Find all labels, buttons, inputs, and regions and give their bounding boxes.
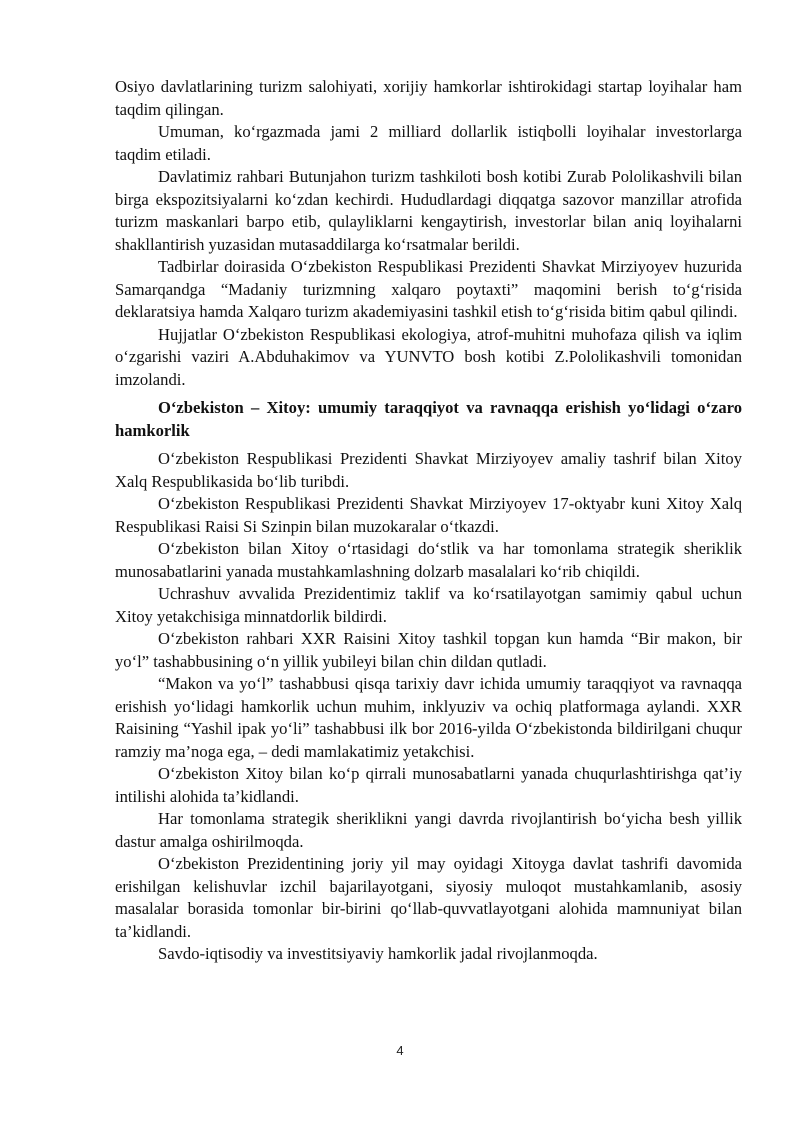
paragraph-8: O‘zbekiston bilan Xitoy o‘rtasidagi do‘stlik va har tomonlama strategik sheriklik munosabatlarini yanada mustahkamlashning dolzarb masalalari ko‘rib chiqildi. [115, 539, 742, 581]
paragraph-2: Umuman, ko‘rgazmada jami 2 milliard dollarlik istiqbolli loyihalar investorlarga taqdim etiladi. [115, 122, 742, 164]
paragraph-11: “Makon va yo‘l” tashabbusi qisqa tarixiy davr ichida umumiy taraqqiyot va ravnaqqa erishish yo‘lidagi hamkorlik uchun muhim, inklyuziv va ochiq platformaga aylandi. XXR Raisining “Yashil ipak yo‘li” tashabbusi ilk bor 2016-yilda O‘zbekistonda bildirilgani chuqur ramziy ma’noga ega, – dedi mamlakatimiz yetakchisi. [115, 674, 742, 761]
paragraph-6: O‘zbekiston Respublikasi Prezidenti Shavkat Mirziyoyev amaliy tashrif bilan Xitoy Xalq Respublikasida bo‘lib turibdi. [115, 449, 742, 491]
paragraph-12: O‘zbekiston Xitoy bilan ko‘p qirrali munosabatlarni yanada chuqurlashtirishga qat’iy intilishi alohida ta’kidlandi. [115, 764, 742, 806]
document-page [115, 76, 742, 966]
paragraph-4: Tadbirlar doirasida O‘zbekiston Respublikasi Prezidenti Shavkat Mirziyoyev huzurida Samarqandga “Madaniy turizmning xalqaro poytaxti” maqomini berish to‘g‘risida deklaratsiya hamda Xalqaro turizm akademiyasini tashkil etish to‘g‘risida bitim qabul qilindi. [115, 257, 742, 321]
paragraph-5: Hujjatlar O‘zbekiston Respublikasi ekologiya, atrof-muhitni muhofaza qilish va iqlim o‘zgarishi vaziri A.Abduhakimov va YUNVTO bosh kotibi Z.Pololikashvili tomonidan imzolandi. [115, 324, 742, 389]
paragraph-14: O‘zbekiston Prezidentining joriy yil may oyidagi Xitoyga davlat tashrifi davomida erishilgan kelishuvlar izchil bajarilayotgani, siyosiy muloqot mustahkamlanib, asosiy masalalar borasida tomonlar bir-birini qo‘llab-quvvatlayotgani alohida mamnuniyat bilan ta’kidlandi. [115, 854, 742, 941]
paragraph-1: Osiyo davlatlarining turizm salohiyati, xorijiy hamkorlar ishtirokidagi startap loyihalar ham taqdim qilingan. [115, 77, 742, 119]
page-number: 4 [396, 1043, 404, 1058]
paragraph-10: O‘zbekiston rahbari XXR Raisini Xitoy tashkil topgan kun hamda “Bir makon, bir yo‘l” tashabbusining o‘n yillik yubileyi bilan chin dildan qutladi. [115, 629, 742, 671]
paragraph-7: O‘zbekiston Respublikasi Prezidenti Shavkat Mirziyoyev 17-oktyabr kuni Xitoy Xalq Respublikasi Raisi Si Szinpin bilan muzokaralar o‘tkazdi. [115, 494, 742, 536]
paragraph-3: Davlatimiz rahbari Butunjahon turizm tashkiloti bosh kotibi Zurab Pololikashvili bilan birga ekspozitsiyalarni ko‘zdan kechirdi. Hududlardagi diqqatga sazovor manzillar atrofida turizm maskanlari barpo etib, qulayliklarni kengaytirish, investorlar bilan aniq loyihalarni shakllantirish yuzasidan mutasaddilarga ko‘rsatmalar berildi. [115, 167, 742, 254]
paragraph-15: Savdo-iqtisodiy va investitsiyaviy hamkorlik jadal rivojlanmoqda. [158, 944, 598, 963]
section-heading: O‘zbekiston – Xitoy: umumiy taraqqiyot va ravnaqqa erishish yo‘lidagi o‘zaro hamkorlik [115, 398, 742, 440]
paragraph-13: Har tomonlama strategik sheriklikni yangi davrda rivojlantirish bo‘yicha besh yillik dastur amalga oshirilmoqda. [115, 809, 742, 851]
paragraph-9: Uchrashuv avvalida Prezidentimiz taklif va ko‘rsatilayotgan samimiy qabul uchun Xitoy yetakchisiga minnatdorlik bildirdi. [115, 584, 742, 626]
